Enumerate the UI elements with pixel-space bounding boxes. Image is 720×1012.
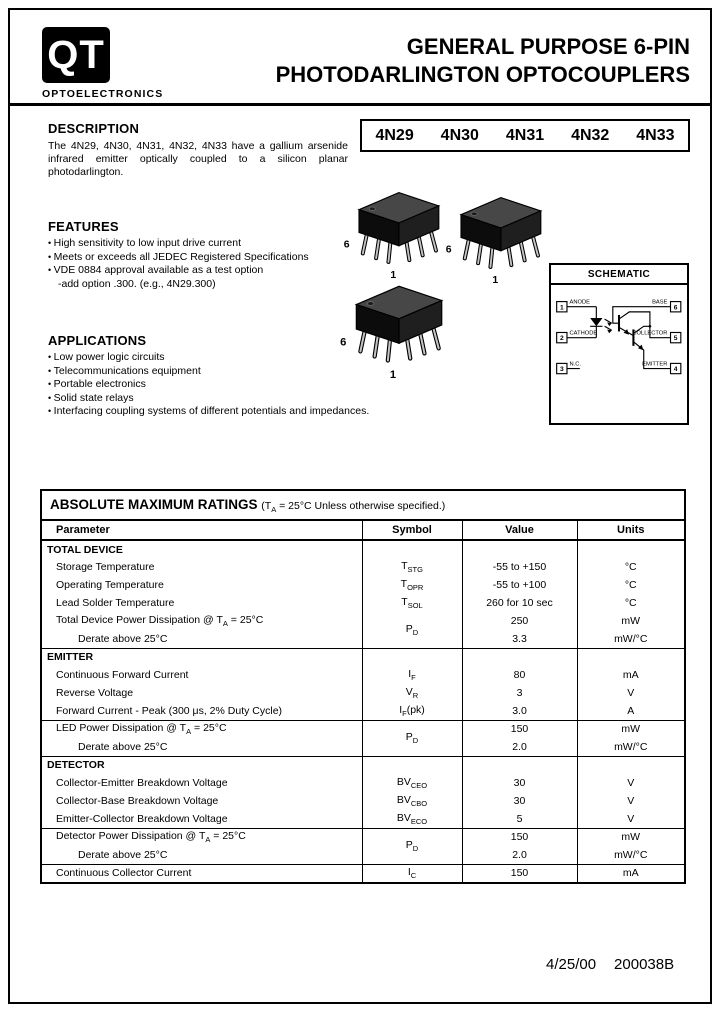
symbol-cell [362,756,462,774]
description-body: The 4N29, 4N30, 4N31, 4N32, 4N33 have a gallium arsenide infrared emitter optically coupled to a silicon planar photodarlington. [48,140,348,178]
features-list [48,237,368,291]
param-cell: Derate above 25°C [78,740,168,753]
footer-doc-number: 200038B [614,956,675,973]
symbol-cell: $P_D$ [362,828,462,864]
application-item: • Low power logic circuits [48,351,165,363]
symbol-cell: $BV_{CEO}$ [362,774,462,792]
bullet-icon: • [48,238,54,248]
units-cell: mA [577,864,684,882]
symbol-cell: $P_D$ [362,720,462,756]
schematic-pin-label: EMITTER [642,361,668,368]
package-drawing-1 [340,183,454,282]
ratings-note: ($T_A = 25^\circ C$ Unless otherwise specified.) [261,500,446,515]
table-row [42,720,684,738]
value-cell: 2.0 [462,846,577,864]
ratings-table [40,489,686,884]
applications-heading: APPLICATIONS [48,333,147,348]
table-row [42,702,684,720]
ratings-title-bar [42,491,684,521]
schematic-pin-label: COLLECTOR [632,330,668,337]
symbol-cell: $P_D$ [362,612,462,648]
param-cell: Continuous Collector Current [42,864,362,882]
schematic-box [549,263,689,425]
symbol-cell: $I_F$ [362,666,462,684]
feature-item: • VDE 0884 approval available as a test option [48,264,264,276]
units-cell: °C [577,594,684,612]
symbol-cell: $T_{OPR}$ [362,576,462,594]
table-row [42,810,684,828]
units-cell: mW [577,828,684,846]
value-cell: 80 [462,666,577,684]
schematic-diagram [551,285,687,415]
schematic-pin-num: 4 [673,366,678,374]
units-cell [577,648,684,666]
header-divider [10,103,710,106]
units-cell: V [577,684,684,702]
header-parameter: Parameter [42,521,362,540]
package-drawing-3 [336,276,458,382]
units-cell: °C [577,558,684,576]
table-section-row [42,540,684,558]
bullet-icon: • [48,392,54,403]
symbol-cell [362,540,462,558]
ratings-title: ABSOLUTE MAXIMUM RATINGS [50,497,258,512]
feature-item: • High sensitivity to low input drive current [48,237,241,249]
param-cell: Operating Temperature [56,579,164,592]
schematic-pin-label: CATHODE [569,330,598,337]
value-cell: 30 [462,774,577,792]
application-item: • Telecommunications equipment [48,364,201,377]
value-cell: 5 [462,810,577,828]
value-cell: 30 [462,792,577,810]
table-row [42,774,684,792]
param-cell: Continuous Forward Current [56,669,189,682]
footer-date: 4/25/00 [546,956,597,973]
part-number: 4N30 [440,126,479,144]
value-cell: 2.0 [462,738,577,756]
symbol-cell: $I_C$ [362,864,462,882]
units-cell: V [577,792,684,810]
ratings-grid [42,521,684,882]
symbol-cell: $T_{STG}$ [362,558,462,576]
value-cell: 150 [462,828,577,846]
description-heading: DESCRIPTION [48,121,140,136]
application-item: • Interfacing coupling systems of different potentials and impedances. [48,405,370,417]
table-row [42,576,684,594]
value-cell: 3.0 [462,702,577,720]
schematic-title: SCHEMATIC [551,265,687,285]
table-row [42,558,684,576]
param-cell: Detector Power Dissipation @ $T_A = 25^\circ C$ [42,828,362,846]
feature-item: -add option .300. (e.g., 4N29.300) [58,277,216,290]
schematic-pin-num: 6 [673,304,678,312]
schematic-pin-num: 2 [559,335,564,343]
param-cell: Collector-Base Breakdown Voltage [56,795,219,808]
symbol-cell: $T_{SOL}$ [362,594,462,612]
schematic-pin-label: BASE [652,299,668,306]
param-cell: Storage Temperature [56,561,155,574]
bullet-icon: • [48,251,54,262]
section-label: TOTAL DEVICE [47,543,123,556]
param-cell: Emitter-Collector Breakdown Voltage [56,812,228,825]
part-number: 4N33 [636,126,675,144]
application-item: • Portable electronics [48,378,146,390]
param-cell: Derate above 25°C [78,632,168,645]
bullet-icon: • [48,406,54,416]
units-cell [577,540,684,558]
header-symbol: Symbol [362,521,462,540]
schematic-pin-label: ANODE [569,299,590,306]
table-section-row [42,756,684,774]
units-cell: A [577,702,684,720]
param-cell: Collector-Emitter Breakdown Voltage [56,777,228,790]
header-value: Value [462,521,577,540]
part-number: 4N32 [571,126,610,144]
footer [546,956,674,973]
value-cell: -55 to +100 [462,576,577,594]
units-cell: V [577,774,684,792]
table-row [42,594,684,612]
value-cell: 250 [462,612,577,630]
table-row [42,684,684,702]
units-cell: mW/°C [577,630,684,648]
section-label: DETECTOR [42,756,362,774]
part-number: 4N31 [505,126,545,144]
schematic-pin-label: N.C. [569,361,582,368]
units-cell: °C [577,576,684,594]
bullet-icon: • [48,265,54,275]
bullet-icon: • [48,352,54,362]
page-title-line1: GENERAL PURPOSE 6-PIN [406,34,690,59]
param-cell: Lead Solder Temperature [56,597,175,610]
features-heading: FEATURES [48,219,119,234]
units-cell: mW/°C [577,738,684,756]
value-cell: 150 [462,720,577,738]
application-item: • Solid state relays [48,391,134,404]
param-cell: Derate above 25°C [78,848,168,861]
table-row [42,828,684,846]
value-cell: 3.3 [462,630,577,648]
part-number-box [360,119,690,152]
table-row [42,864,684,882]
value-cell: 260 for 10 sec [462,594,577,612]
units-cell: V [577,810,684,828]
value-cell: 3 [462,684,577,702]
symbol-cell: $I_F(pk)$ [362,702,462,720]
param-cell: Total Device Power Dissipation @ $T_A = 25^\circ C$ [56,614,264,629]
qt-logo-text: QT [47,32,105,77]
part-number: 4N29 [375,126,414,144]
symbol-cell: $BV_{ECO}$ [362,810,462,828]
table-header-row [42,521,684,540]
param-cell: LED Power Dissipation @ $T_A = 25^\circ C$ [42,720,362,738]
units-cell: mW/°C [577,846,684,864]
bullet-icon: • [48,365,54,376]
schematic-pin-num: 1 [559,304,564,312]
table-row [42,792,684,810]
value-cell [462,540,577,558]
table-row [42,612,684,630]
value-cell [462,648,577,666]
symbol-cell [362,648,462,666]
feature-item: • Meets or exceeds all JEDEC Registered Specifications [48,250,309,263]
units-cell: mW [577,612,684,630]
schematic-pin-num: 5 [673,335,678,343]
value-cell: 150 [462,864,577,882]
table-section-row [42,648,684,666]
page-title-line2: PHOTODARLINGTON OPTOCOUPLERS [275,62,690,87]
symbol-cell: $BV_{CBO}$ [362,792,462,810]
bullet-icon: • [48,379,54,389]
value-cell: -55 to +150 [462,558,577,576]
value-cell [462,756,577,774]
package-drawing-2 [442,188,556,287]
table-row [42,666,684,684]
section-label: EMITTER [42,648,362,666]
param-cell: Forward Current - Peak (300 μs, 2% Duty Cycle) [56,704,283,717]
units-cell: mW [577,720,684,738]
header-units: Units [577,521,684,540]
qt-logo [42,27,110,83]
param-cell: Reverse Voltage [56,687,134,700]
units-cell: mA [577,666,684,684]
page-title [276,33,690,89]
symbol-cell: $V_R$ [362,684,462,702]
brand-name: OPTOELECTRONICS [42,88,164,100]
units-cell [577,756,684,774]
schematic-pin-num: 3 [559,366,564,374]
